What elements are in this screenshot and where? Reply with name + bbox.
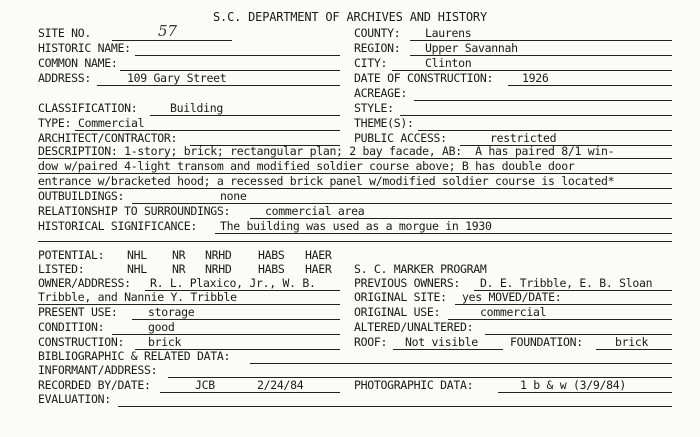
foundation-value: brick <box>615 335 649 349</box>
evaluation-label: EVALUATION: <box>38 392 111 406</box>
owner-line-2: Tribble, and Nannie Y. Tribble <box>38 290 237 304</box>
style-label: STYLE: <box>354 101 394 115</box>
present-use-value: storage <box>148 305 195 319</box>
city-value: Clinton <box>425 56 472 70</box>
informant-label: INFORMANT/ADDRESS: <box>38 363 158 377</box>
outbuildings-value: none <box>220 189 247 203</box>
original-use-label: ORIGINAL USE: <box>354 305 441 319</box>
original-site-label: ORIGINAL SITE: <box>354 290 447 304</box>
prev-owners-value: D. E. Tribble, E. B. Sloan <box>480 276 653 290</box>
condition-value: good <box>148 320 175 334</box>
recorded-by: JCB <box>195 378 215 392</box>
recorded-rule <box>160 392 340 393</box>
common-name-label: COMMON NAME: <box>38 56 118 70</box>
type-value: Commercial <box>78 116 145 130</box>
outbuildings-label: OUTBUILDINGS: <box>38 189 125 203</box>
listed-habs: HABS <box>258 262 285 276</box>
foundation-rule <box>596 349 672 350</box>
description-line-1: DESCRIPTION: 1-story; brick; rectangular plan; 2 bay facade, AB: A has paired 8/1 win- <box>38 144 615 158</box>
listed-label: LISTED: <box>38 262 85 276</box>
prev-owners-label: PREVIOUS OWNERS: <box>354 276 460 290</box>
region-label: REGION: <box>354 41 401 55</box>
listed-haer: HAER <box>305 262 332 276</box>
classification-rule <box>150 115 340 116</box>
original-site-value: yes MOVED/DATE: <box>462 290 562 304</box>
acreage-rule <box>414 100 672 101</box>
marker-program: S. C. MARKER PROGRAM <box>354 262 487 276</box>
classification-value: Building <box>170 101 223 115</box>
region-value: Upper Savannah <box>425 41 518 55</box>
photographic-value: 1 b & w (3/9/84) <box>520 378 626 392</box>
original-use-value: commercial <box>480 305 547 319</box>
owner-line-1: R. L. Plaxico, Jr., W. B. <box>150 276 316 290</box>
blank-rule-1 <box>38 241 672 242</box>
significance-value: The building was used as a morgue in 1930 <box>220 219 492 233</box>
address-rule <box>97 85 340 86</box>
public-access-value: restricted <box>490 131 557 145</box>
bibliographic-label: BIBLIOGRAPHIC & RELATED DATA: <box>38 349 231 363</box>
altered-label: ALTERED/UNALTERED: <box>354 320 474 334</box>
construction-label: CONSTRUCTION: <box>38 335 125 349</box>
photographic-rule <box>498 392 672 393</box>
significance-rule <box>215 233 672 234</box>
potential-nrhd: NRHD <box>205 248 232 262</box>
roof-value: Not visible <box>405 335 478 349</box>
date-construction-rule <box>508 85 672 86</box>
evaluation-rule <box>118 406 672 407</box>
description-rule-3 <box>38 188 672 189</box>
county-value: Laurens <box>425 26 472 40</box>
city-label: CITY: <box>354 56 388 70</box>
site-no-value: 57 <box>158 22 178 40</box>
significance-label: HISTORICAL SIGNIFICANCE: <box>38 219 197 233</box>
classification-label: CLASSIFICATION: <box>38 101 138 115</box>
construction-value: brick <box>148 335 182 349</box>
condition-rule <box>112 334 340 335</box>
historic-name-rule <box>135 55 340 56</box>
potential-nr: NR <box>172 248 186 262</box>
description-line-3: entrance w/bracketed hood; a recessed brick panel w/modified soldier course is located* <box>38 174 615 188</box>
potential-habs: HABS <box>258 248 285 262</box>
address-label: ADDRESS: <box>38 71 91 85</box>
date-construction-label: DATE OF CONSTRUCTION: <box>354 71 494 85</box>
owner-label: OWNER/ADDRESS: <box>38 276 131 290</box>
description-line-2: dow w/paired 4-light transom and modified soldier course above; B has double door <box>38 159 575 173</box>
county-label: COUNTY: <box>354 26 401 40</box>
themes-label: THEME(S): <box>354 116 414 130</box>
roof-rule <box>393 349 503 350</box>
date-construction-value: 1926 <box>522 71 549 85</box>
site-no-label: SITE NO. <box>38 26 91 40</box>
relationship-value: commercial area <box>265 204 365 218</box>
original-use-rule <box>448 319 672 320</box>
type-label: TYPE: <box>38 116 72 130</box>
acreage-label: ACREAGE: <box>354 86 407 100</box>
public-access-label: PUBLIC ACCESS: <box>354 131 447 145</box>
listed-nrhd: NRHD <box>205 262 232 276</box>
foundation-label: FOUNDATION: <box>510 335 583 349</box>
relationship-label: RELATIONSHIP TO SURROUNDINGS: <box>38 204 231 218</box>
architect-label: ARCHITECT/CONTRACTOR: <box>38 131 178 145</box>
photographic-label: PHOTOGRAPHIC DATA: <box>354 378 474 392</box>
recorded-date: 2/24/84 <box>257 378 304 392</box>
condition-label: CONDITION: <box>38 320 105 334</box>
potential-label: POTENTIAL: <box>38 248 105 262</box>
listed-nhl: NHL <box>127 262 147 276</box>
present-use-label: PRESENT USE: <box>38 305 118 319</box>
potential-nhl: NHL <box>127 248 147 262</box>
style-rule <box>400 115 672 116</box>
historic-name-label: HISTORIC NAME: <box>38 41 131 55</box>
address-value: 109 Gary Street <box>127 71 227 85</box>
recorded-label: RECORDED BY/DATE: <box>38 378 151 392</box>
roof-label: ROOF: <box>354 335 388 349</box>
bibliographic-rule <box>250 363 672 364</box>
listed-nr: NR <box>172 262 186 276</box>
card-header: S.C. DEPARTMENT OF ARCHIVES AND HISTORY <box>213 10 487 24</box>
potential-haer: HAER <box>305 248 332 262</box>
